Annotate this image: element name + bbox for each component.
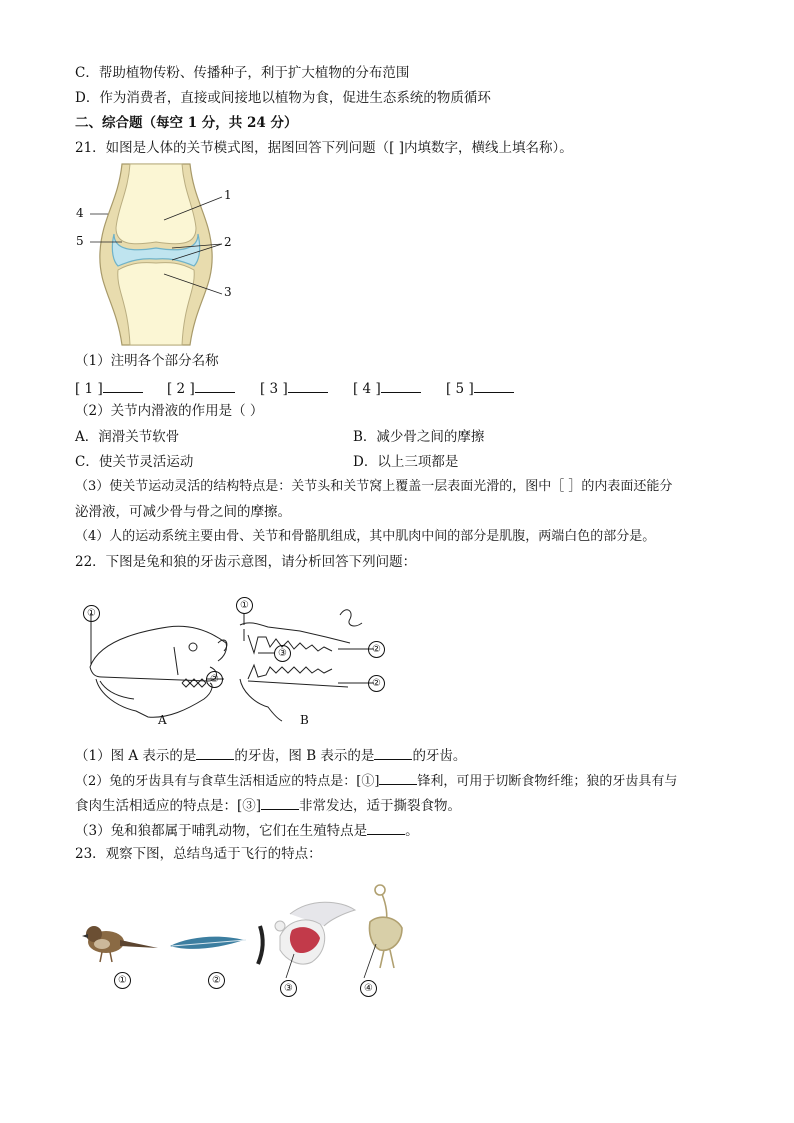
feather-image xyxy=(170,937,246,949)
q21-option-b: B．减少骨之间的摩擦 xyxy=(353,429,485,445)
q21-sub2: （2）关节内滑液的作用是（ ） xyxy=(75,403,264,419)
q22-sub2-part1: （2）兔的牙齿具有与食草生活相适应的特点是：[①] xyxy=(75,774,380,789)
fig-b-num-3: ③ xyxy=(274,645,291,662)
q20-option-d: D．作为消费者，直接或间接地以植物为食，促进生态系统的物质循环 xyxy=(75,90,491,106)
q21-sub3-line1: （3）使关节运动灵活的结构特点是：关节头和关节窝上覆盖一层表面光滑的，图中［ ］的内表面还能分 xyxy=(75,479,673,494)
teeth-diagram xyxy=(78,595,398,735)
q22-sub1-part2: 的牙齿，图 B 表示的是 xyxy=(234,748,375,764)
q21-blank-3 xyxy=(260,378,328,398)
fig-a-num-2: ② xyxy=(206,671,223,688)
q22-sub1-part3: 的牙齿。 xyxy=(412,748,467,764)
fig-a-caption: A xyxy=(158,713,167,727)
q21-blank-4 xyxy=(353,378,421,398)
q22-sub2-part3: 食肉生活相适应的特点是：[③] xyxy=(75,798,262,814)
bird-num-1: ① xyxy=(114,972,131,989)
joint-label-3: 3 xyxy=(224,285,232,299)
q21-stem: 21．如图是人体的关节模式图，据图回答下列问题（[ ]内填数字，横线上填名称）。 xyxy=(75,140,573,156)
bird-num-4: ④ xyxy=(360,980,377,997)
q21-sub1: （1）注明各个部分名称 xyxy=(75,353,219,369)
bird-num-2: ② xyxy=(208,972,225,989)
bird-skeleton-image xyxy=(364,885,402,978)
q22-sub3 xyxy=(75,820,419,840)
q22-sub2-line2 xyxy=(75,795,461,815)
joint-label-2: 2 xyxy=(224,235,232,249)
q22-sub2-part4: 非常发达，适于撕裂食物。 xyxy=(299,798,462,814)
q21-blank-2 xyxy=(167,378,235,398)
joint-label-4: 4 xyxy=(76,206,84,220)
answer-line[interactable] xyxy=(474,378,514,393)
q22-sub3-part2: 。 xyxy=(405,823,419,839)
answer-line[interactable] xyxy=(374,745,412,760)
q21-blank-5 xyxy=(446,378,514,398)
answer-line[interactable] xyxy=(379,770,417,785)
answer-line[interactable] xyxy=(195,378,235,393)
fig-b-num-2-lower: ② xyxy=(368,675,385,692)
q23-stem: 23．观察下图，总结鸟适于飞行的特点： xyxy=(75,846,322,862)
q22-sub1 xyxy=(75,745,466,765)
bone-section-image xyxy=(258,926,263,964)
fig-b-caption: B xyxy=(300,713,309,727)
q22-stem: 22．下图是兔和狼的牙齿示意图，请分析回答下列问题： xyxy=(75,554,417,570)
section-title: 二、综合题（每空 1 分，共 24 分） xyxy=(75,115,298,131)
teeth-diagram-svg xyxy=(78,595,398,735)
blank-label: [ 4 ] xyxy=(353,381,381,397)
bird-figures xyxy=(80,880,420,1000)
q22-sub2-part2: 锋利，可用于切断食物纤维；狼的牙齿具有与 xyxy=(417,774,678,789)
bird-num-3: ③ xyxy=(280,980,297,997)
answer-line[interactable] xyxy=(381,378,421,393)
answer-line[interactable] xyxy=(367,820,405,835)
q22-sub2-line1 xyxy=(75,770,677,791)
answer-line[interactable] xyxy=(196,745,234,760)
fig-a-num-1: ① xyxy=(83,605,100,622)
q20-option-c: C．帮助植物传粉、传播种子，利于扩大植物的分布范围 xyxy=(75,65,410,81)
fig-b-num-1: ① xyxy=(236,597,253,614)
q21-option-d: D．以上三项都是 xyxy=(353,454,459,470)
sparrow-image xyxy=(82,926,158,962)
q21-sub3-line2: 泌滑液，可减少骨与骨之间的摩擦。 xyxy=(75,504,291,520)
answer-line[interactable] xyxy=(288,378,328,393)
q21-option-a: A．润滑关节软骨 xyxy=(75,429,180,445)
answer-line[interactable] xyxy=(261,795,299,810)
joint-diagram xyxy=(72,162,252,347)
air-sac-bird-image xyxy=(275,902,355,978)
answer-line[interactable] xyxy=(103,378,143,393)
blank-label: [ 5 ] xyxy=(446,381,474,397)
q22-sub3-part1: （3）兔和狼都属于哺乳动物，它们在生殖特点是 xyxy=(75,823,368,839)
fig-b-num-2-upper: ② xyxy=(368,641,385,658)
blank-label: [ 2 ] xyxy=(167,381,195,397)
blank-label: [ 1 ] xyxy=(75,381,103,397)
q21-sub4: （4）人的运动系统主要由骨、关节和骨骼肌组成，其中肌肉中间的部分是肌腹，两端白色的部分是。 xyxy=(75,529,656,544)
blank-label: [ 3 ] xyxy=(260,381,288,397)
q21-option-c: C．使关节灵活运动 xyxy=(75,454,194,470)
q21-blank-1 xyxy=(75,378,143,398)
joint-label-1: 1 xyxy=(224,188,232,202)
q22-sub1-part1: （1）图 A 表示的是 xyxy=(75,748,197,764)
joint-label-5: 5 xyxy=(76,234,84,248)
